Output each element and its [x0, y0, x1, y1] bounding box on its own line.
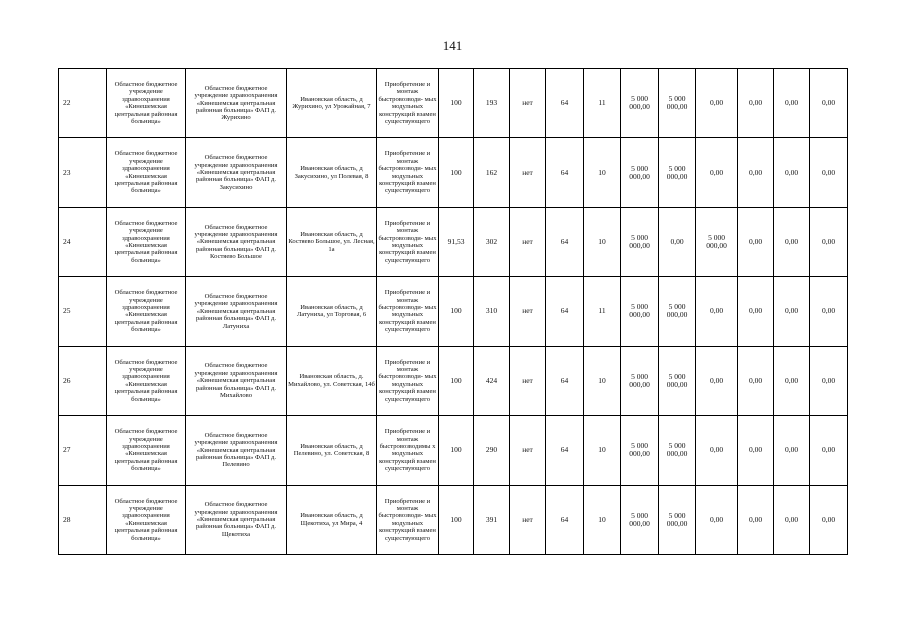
row-number-cell: 27: [59, 416, 107, 485]
table-row: [59, 416, 848, 485]
cost-year-5-cell: 0,00: [810, 207, 848, 276]
wear-percent-cell: 91,53: [439, 207, 474, 276]
population-cell: 302: [474, 207, 510, 276]
cost-year-2-cell: 0,00: [696, 138, 738, 207]
population-cell: 424: [474, 346, 510, 415]
area-cell: 64: [546, 69, 584, 138]
row-number-cell: 24: [59, 207, 107, 276]
area-cell: 64: [546, 138, 584, 207]
cost-year-1-cell: 5 000 000,00: [659, 277, 696, 346]
organization-cell: Областное бюджетное учреждение здравоохранения «Кинешемская центральная районная больница»: [107, 277, 186, 346]
cost-year-1-cell: 5 000 000,00: [659, 346, 696, 415]
table-row: [59, 485, 848, 554]
capacity-cell: 10: [584, 416, 621, 485]
area-cell: 64: [546, 485, 584, 554]
cost-year-3-cell: 0,00: [738, 207, 774, 276]
cost-year-4-cell: 0,00: [774, 207, 810, 276]
row-number-cell: 22: [59, 69, 107, 138]
total-cost-cell: 5 000 000,00: [621, 207, 659, 276]
area-cell: 64: [546, 416, 584, 485]
wear-percent-cell: 100: [439, 416, 474, 485]
cost-year-3-cell: 0,00: [738, 346, 774, 415]
address-cell: Ивановская область, д Щекотиха, ул Мира, 4: [287, 485, 377, 554]
capacity-cell: 10: [584, 138, 621, 207]
availability-cell: нет: [510, 69, 546, 138]
cost-year-2-cell: 0,00: [696, 416, 738, 485]
cost-year-4-cell: 0,00: [774, 416, 810, 485]
address-cell: Ивановская область, д. Михайлово, ул. Советская, 14б: [287, 346, 377, 415]
cost-year-5-cell: 0,00: [810, 485, 848, 554]
object-name-cell: Областное бюджетное учреждение здравоохранения «Кинешемская центральная районная больница» ФАП д. Закусихино: [186, 138, 287, 207]
population-cell: 162: [474, 138, 510, 207]
cost-year-3-cell: 0,00: [738, 277, 774, 346]
availability-cell: нет: [510, 207, 546, 276]
facilities-table: [58, 68, 848, 555]
page-number: 141: [442, 38, 463, 53]
cost-year-3-cell: 0,00: [738, 485, 774, 554]
cost-year-2-cell: 5 000 000,00: [696, 207, 738, 276]
total-cost-cell: 5 000 000,00: [621, 485, 659, 554]
work-type-cell: Приобретение и монтаж быстровозводи- мых модульных конструкций взамен существующего: [377, 277, 439, 346]
table-row: [59, 277, 848, 346]
total-cost-cell: 5 000 000,00: [621, 138, 659, 207]
cost-year-4-cell: 0,00: [774, 346, 810, 415]
cost-year-4-cell: 0,00: [774, 138, 810, 207]
cost-year-1-cell: 0,00: [659, 207, 696, 276]
object-name-cell: Областное бюджетное учреждение здравоохранения «Кинешемская центральная районная больница» ФАП д. Костяево Большое: [186, 207, 287, 276]
organization-cell: Областное бюджетное учреждение здравоохранения «Кинешемская центральная районная больница»: [107, 138, 186, 207]
cost-year-4-cell: 0,00: [774, 69, 810, 138]
population-cell: 290: [474, 416, 510, 485]
work-type-cell: Приобретение и монтаж быстровозводи- мых модульных конструкций взамен существующего: [377, 485, 439, 554]
wear-percent-cell: 100: [439, 277, 474, 346]
object-name-cell: Областное бюджетное учреждение здравоохранения «Кинешемская центральная районная больница» ФАП д. Журихино: [186, 69, 287, 138]
work-type-cell: Приобретение и монтаж быстровозводи- мых модульных конструкций взамен существующего: [377, 69, 439, 138]
capacity-cell: 10: [584, 346, 621, 415]
work-type-cell: Приобретение и монтаж быстровозводи- мых модульных конструкций взамен существующего: [377, 346, 439, 415]
address-cell: Ивановская область, д Костяево Большое, ул. Лесная, 1а: [287, 207, 377, 276]
object-name-cell: Областное бюджетное учреждение здравоохранения «Кинешемская центральная районная больница» ФАП д. Михайлово: [186, 346, 287, 415]
row-number-cell: 25: [59, 277, 107, 346]
cost-year-4-cell: 0,00: [774, 277, 810, 346]
cost-year-3-cell: 0,00: [738, 138, 774, 207]
cost-year-3-cell: 0,00: [738, 69, 774, 138]
area-cell: 64: [546, 277, 584, 346]
cost-year-1-cell: 5 000 000,00: [659, 138, 696, 207]
object-name-cell: Областное бюджетное учреждение здравоохранения «Кинешемская центральная районная больница» ФАП д. Латуниха: [186, 277, 287, 346]
population-cell: 193: [474, 69, 510, 138]
wear-percent-cell: 100: [439, 485, 474, 554]
cost-year-1-cell: 5 000 000,00: [659, 416, 696, 485]
population-cell: 310: [474, 277, 510, 346]
cost-year-1-cell: 5 000 000,00: [659, 69, 696, 138]
object-name-cell: Областное бюджетное учреждение здравоохранения «Кинешемская центральная районная больница» ФАП д. Пелевино: [186, 416, 287, 485]
row-number-cell: 23: [59, 138, 107, 207]
address-cell: Ивановская область, д Пелевино, ул. Советская, 8: [287, 416, 377, 485]
cost-year-3-cell: 0,00: [738, 416, 774, 485]
work-type-cell: Приобретение и монтаж быстровозводи- мых модульных конструкций взамен существующего: [377, 207, 439, 276]
area-cell: 64: [546, 346, 584, 415]
cost-year-4-cell: 0,00: [774, 485, 810, 554]
row-number-cell: 28: [59, 485, 107, 554]
total-cost-cell: 5 000 000,00: [621, 69, 659, 138]
total-cost-cell: 5 000 000,00: [621, 346, 659, 415]
object-name-cell: Областное бюджетное учреждение здравоохранения «Кинешемская центральная районная больница» ФАП д. Щекотиха: [186, 485, 287, 554]
cost-year-2-cell: 0,00: [696, 277, 738, 346]
capacity-cell: 11: [584, 69, 621, 138]
organization-cell: Областное бюджетное учреждение здравоохранения «Кинешемская центральная районная больница»: [107, 69, 186, 138]
cost-year-2-cell: 0,00: [696, 346, 738, 415]
availability-cell: нет: [510, 346, 546, 415]
wear-percent-cell: 100: [439, 69, 474, 138]
wear-percent-cell: 100: [439, 346, 474, 415]
work-type-cell: Приобретение и монтаж быстровозводимы х модульных конструкций взамен существующего: [377, 416, 439, 485]
availability-cell: нет: [510, 277, 546, 346]
organization-cell: Областное бюджетное учреждение здравоохранения «Кинешемская центральная районная больница»: [107, 416, 186, 485]
organization-cell: Областное бюджетное учреждение здравоохранения «Кинешемская центральная районная больница»: [107, 485, 186, 554]
population-cell: 391: [474, 485, 510, 554]
table-row: [59, 207, 848, 276]
cost-year-5-cell: 0,00: [810, 69, 848, 138]
organization-cell: Областное бюджетное учреждение здравоохранения «Кинешемская центральная районная больница»: [107, 346, 186, 415]
capacity-cell: 11: [584, 277, 621, 346]
table-row: [59, 69, 848, 138]
area-cell: 64: [546, 207, 584, 276]
availability-cell: нет: [510, 138, 546, 207]
availability-cell: нет: [510, 485, 546, 554]
total-cost-cell: 5 000 000,00: [621, 277, 659, 346]
cost-year-2-cell: 0,00: [696, 69, 738, 138]
cost-year-5-cell: 0,00: [810, 416, 848, 485]
address-cell: Ивановская область, д Журихино, ул Урожайная, 7: [287, 69, 377, 138]
address-cell: Ивановская область, д Латуниха, ул Торговая, 6: [287, 277, 377, 346]
cost-year-5-cell: 0,00: [810, 346, 848, 415]
work-type-cell: Приобретение и монтаж быстровозводи- мых модульных конструкций взамен существующего: [377, 138, 439, 207]
capacity-cell: 10: [584, 485, 621, 554]
availability-cell: нет: [510, 416, 546, 485]
cost-year-1-cell: 5 000 000,00: [659, 485, 696, 554]
organization-cell: Областное бюджетное учреждение здравоохранения «Кинешемская центральная районная больница»: [107, 207, 186, 276]
cost-year-5-cell: 0,00: [810, 277, 848, 346]
address-cell: Ивановская область, д Закусихино, ул Полевая, 8: [287, 138, 377, 207]
table-row: [59, 346, 848, 415]
wear-percent-cell: 100: [439, 138, 474, 207]
row-number-cell: 26: [59, 346, 107, 415]
cost-year-5-cell: 0,00: [810, 138, 848, 207]
cost-year-2-cell: 0,00: [696, 485, 738, 554]
capacity-cell: 10: [584, 207, 621, 276]
table-row: [59, 138, 848, 207]
total-cost-cell: 5 000 000,00: [621, 416, 659, 485]
